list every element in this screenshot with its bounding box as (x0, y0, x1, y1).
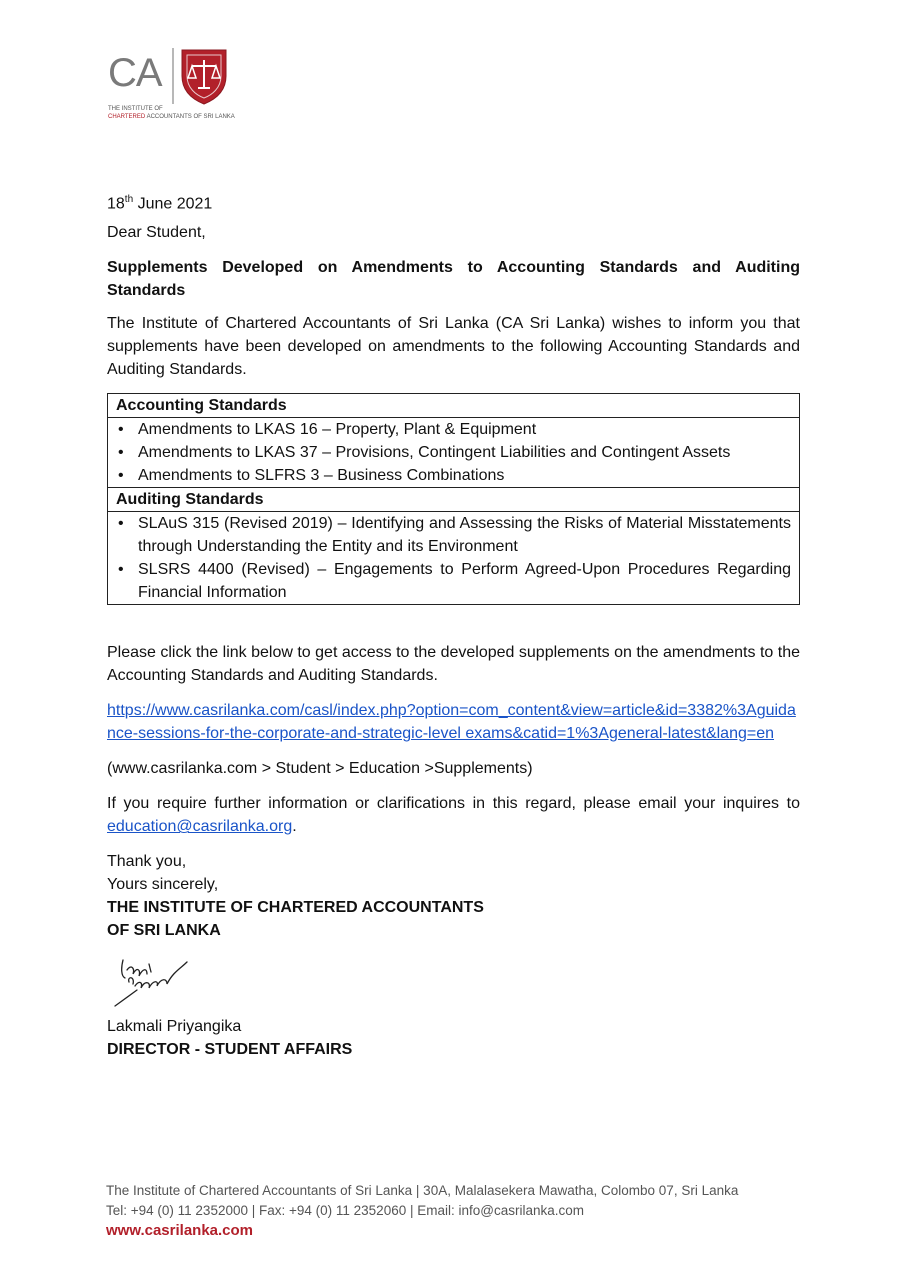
logo-subtitle-line1: THE INSTITUTE OF (108, 106, 163, 112)
signer-name: Lakmali Priyangika (107, 1018, 242, 1036)
standards-table (107, 393, 800, 605)
signature-image (107, 946, 197, 1008)
supplements-link[interactable]: https://www.casrilanka.com/casl/index.php?option=com_content&view=article&id=3382%3Aguidance-sessions-for-the-corporate-and-strategic-level exams&catid=1%3Ageneral-latest&lang=en (107, 702, 796, 743)
navigation-path: (www.casrilanka.com > Student > Education >Supplements) (107, 760, 533, 778)
intro-paragraph: The Institute of Chartered Accountants of Sri Lanka (CA Sri Lanka) wishes to inform you that supplements have been developed on amendments to the following Accounting Standards and Auditing Standards. (107, 315, 800, 379)
organization-line1: THE INSTITUTE OF CHARTERED ACCOUNTANTS (107, 899, 484, 917)
yours-sincerely: Yours sincerely, (107, 876, 219, 894)
auditing-standards-heading: Auditing Standards (108, 488, 800, 512)
please-click-paragraph: Please click the link below to get access to the developed supplements on the amendments to the Accounting Standards and Auditing Standards. (107, 644, 800, 685)
further-info-paragraph: If you require further information or clarifications in this regard, please email your inquires to education@casrilanka.org. (107, 795, 800, 836)
accounting-standards-list (116, 418, 791, 487)
email-link[interactable]: education@casrilanka.org (107, 818, 293, 836)
subject-heading: Supplements Developed on Amendments to Accounting Standards and Auditing Standards (107, 259, 800, 300)
list-item: • Amendments to SLFRS 3 – Business Combinations (116, 464, 791, 487)
scales-shield-icon (178, 46, 230, 106)
signer-title: DIRECTOR - STUDENT AFFAIRS (107, 1041, 353, 1059)
list-item: • SLAuS 315 (Revised 2019) – Identifying and Assessing the Risks of Material Misstatements through Understanding the Entity and its Environment (116, 512, 791, 558)
accounting-standards-heading: Accounting Standards (108, 394, 800, 418)
ca-logo (106, 44, 236, 134)
list-item: • Amendments to LKAS 16 – Property, Plant & Equipment (116, 418, 791, 441)
footer-website[interactable]: www.casrilanka.com (106, 1222, 254, 1239)
logo-abbreviation: CA (108, 51, 162, 95)
list-item: • SLSRS 4400 (Revised) – Engagements to Perform Agreed-Upon Procedures Regarding Financial Information (116, 558, 791, 604)
logo-subtitle-line2: CHARTERED ACCOUNTANTS OF SRI LANKA (108, 114, 235, 120)
letterhead-footer (106, 1181, 846, 1241)
list-item: • Amendments to LKAS 37 – Provisions, Contingent Liabilities and Contingent Assets (116, 441, 791, 464)
footer-contact: Tel: +94 (0) 11 2352000 | Fax: +94 (0) 11 2352060 | Email: info@casrilanka.com (106, 1203, 584, 1218)
auditing-standards-list (116, 512, 791, 604)
logo-divider (172, 48, 174, 104)
footer-address: The Institute of Chartered Accountants of Sri Lanka | 30A, Malalasekera Mawatha, Colombo 07, Sri Lanka (106, 1183, 739, 1198)
thank-you: Thank you, (107, 853, 187, 871)
letter-body (107, 188, 800, 1061)
greeting: Dear Student, (107, 224, 206, 242)
organization-line2: OF SRI LANKA (107, 922, 221, 940)
letter-date: 18th June 2021 (107, 194, 213, 213)
